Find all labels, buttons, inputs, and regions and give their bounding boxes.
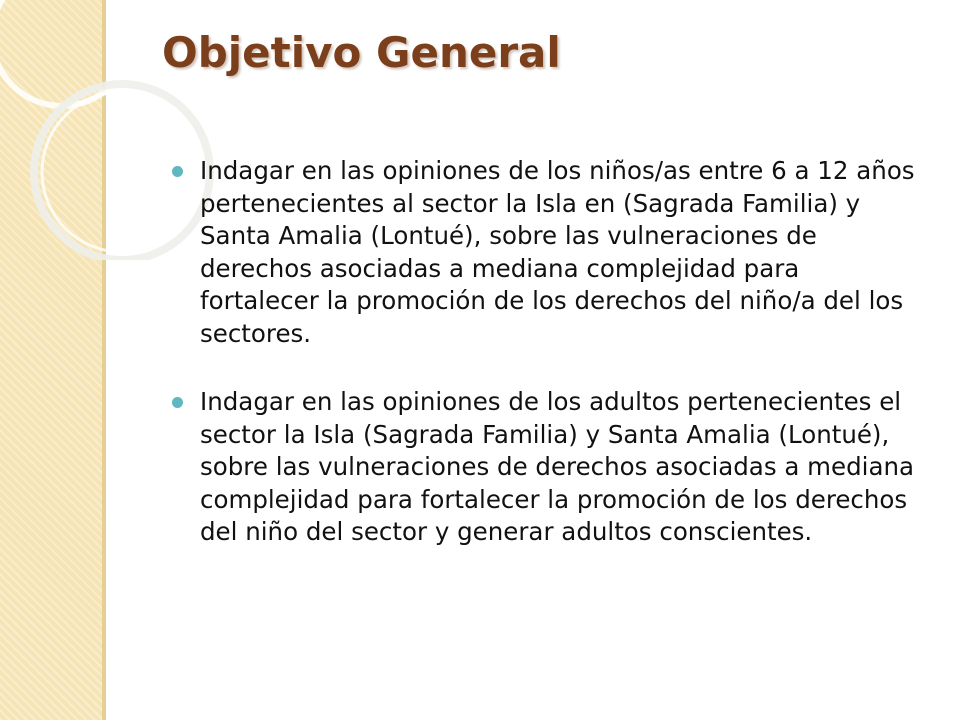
- list-item-text: Indagar en las opiniones de los adultos pertenecientes el sector la Isla (Sagrada Familia) y Santa Amalia (Lontué), sobre las vulneraciones de derechos asociadas a mediana complejidad para fortalecer la promoción de los derechos del niño del sector y generar adultos conscientes.: [200, 387, 915, 546]
- bullet-list: [172, 155, 922, 585]
- list-item: [172, 155, 922, 350]
- bullet-icon: [172, 166, 183, 177]
- list-item: [172, 386, 922, 549]
- page-title: Objetivo General: [162, 28, 561, 77]
- bullet-icon: [172, 397, 183, 408]
- list-item-text: Indagar en las opiniones de los niños/as entre 6 a 12 años pertenecientes al sector la Isla en (Sagrada Familia) y Santa Amalia (Lontué), sobre las vulneraciones de derechos asociadas a mediana complejidad para fortalecer la promoción de los derechos del niño/a del los sectores.: [200, 156, 915, 348]
- decorative-circle-large: [0, 0, 132, 106]
